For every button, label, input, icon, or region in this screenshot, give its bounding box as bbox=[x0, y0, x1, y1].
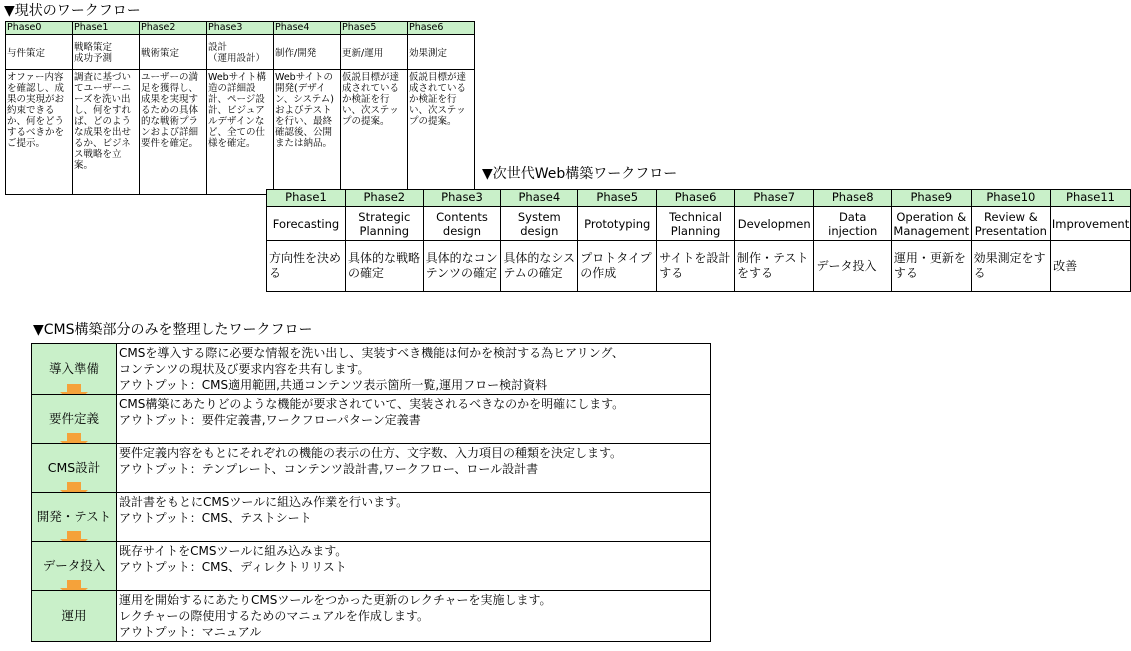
phase-name-line: 戦術策定 bbox=[141, 47, 180, 59]
step-row bbox=[32, 444, 711, 493]
step-body-line: コンテンツの現状及び要求内容を共有します。 bbox=[119, 362, 370, 376]
step-name-cell bbox=[32, 591, 117, 642]
phase-desc-cell: サイトを設計する bbox=[657, 241, 735, 292]
step-row bbox=[32, 591, 711, 642]
phase-name-cell: Review & Presentation bbox=[971, 207, 1050, 241]
next-gen-workflow-table bbox=[266, 189, 1131, 292]
down-arrow-icon bbox=[60, 531, 88, 542]
phase-desc-cell: 調査に基づいてユーザーニーズを洗い出し、何をすれば、どのような成果を出せるか、ビジネス戦略を立案。 bbox=[73, 70, 140, 195]
step-name: 導入準備 bbox=[48, 361, 99, 376]
phase-label-cell: Phase4 bbox=[501, 190, 578, 207]
phase-desc-cell: 制作・テストをする bbox=[734, 241, 813, 292]
phase-name-line: 制作/開発 bbox=[275, 47, 317, 59]
phase-desc-row bbox=[267, 241, 1131, 292]
phase-label-cell: Phase6 bbox=[657, 190, 735, 207]
phase-label-cell: Phase8 bbox=[814, 190, 891, 207]
phase-desc-cell: データ投入 bbox=[814, 241, 891, 292]
cms-workflow-table bbox=[31, 343, 711, 642]
step-name-cell bbox=[32, 395, 117, 444]
down-arrow-icon bbox=[60, 384, 88, 395]
heading-current-workflow: ▼現状のワークフロー bbox=[4, 3, 141, 19]
heading-next-gen-workflow: ▼次世代Web構築ワークフロー bbox=[482, 166, 678, 182]
step-body-cell bbox=[117, 591, 711, 642]
step-name: 開発・テスト bbox=[36, 509, 112, 524]
phase-name-line: （運用設計） bbox=[208, 53, 266, 64]
phase-desc-cell: 方向性を決める bbox=[267, 241, 346, 292]
phase-desc-cell: 効果測定をする bbox=[971, 241, 1050, 292]
phase-desc-cell: 具体的なシステムの確定 bbox=[501, 241, 578, 292]
phase-name-line: 効果測定 bbox=[409, 47, 448, 59]
step-name-cell bbox=[32, 344, 117, 395]
current-workflow-table bbox=[5, 21, 475, 195]
phase-name-row bbox=[6, 35, 475, 70]
phase-label-cell: Phase0 bbox=[6, 22, 73, 35]
phase-name-cell: System design bbox=[501, 207, 578, 241]
step-body-line: アウトプット：要件定義書,ワークフローパターン定義書 bbox=[119, 413, 421, 427]
phase-label-cell: Phase7 bbox=[734, 190, 813, 207]
phase-name-cell bbox=[408, 35, 475, 70]
down-arrow-icon bbox=[60, 433, 88, 444]
phase-name-cell: Improvement bbox=[1051, 207, 1131, 241]
phase-desc-cell: 運用・更新をする bbox=[891, 241, 971, 292]
step-body-line: アウトプット：CMS、テストシート bbox=[119, 511, 312, 525]
phase-desc-cell: Webサイト構造の詳細設計、ページ設計、ビジュアルデザインなど、全ての仕様を確定。 bbox=[207, 70, 274, 195]
phase-label-cell: Phase2 bbox=[345, 190, 423, 207]
phase-name-cell: Developmen bbox=[734, 207, 813, 241]
phase-label-cell: Phase5 bbox=[341, 22, 408, 35]
step-row bbox=[32, 395, 711, 444]
phase-label-cell: Phase3 bbox=[207, 22, 274, 35]
phase-desc-cell: オファー内容を確認し、成果の実現がお約束できるか、何をどうするべきかをご提示。 bbox=[6, 70, 73, 195]
step-body-line: 要件定義内容をもとにそれぞれの機能の表示の仕方、文字数、入力項目の種類を決定します。 bbox=[119, 446, 623, 460]
phase-header-row bbox=[267, 190, 1131, 207]
phase-name-line: 戦略策定 bbox=[74, 42, 113, 53]
step-body-cell bbox=[117, 493, 711, 542]
step-body-line: アウトプット：CMS、ディレクトリリスト bbox=[119, 560, 347, 574]
heading-cms-workflow: ▼CMS構築部分のみを整理したワークフロー bbox=[33, 322, 313, 338]
step-body-line: アウトプット：マニュアル bbox=[119, 625, 262, 639]
phase-name-cell: Forecasting bbox=[267, 207, 346, 241]
phase-desc-row bbox=[6, 70, 475, 195]
phase-label-cell: Phase3 bbox=[423, 190, 501, 207]
phase-label-cell: Phase11 bbox=[1051, 190, 1131, 207]
step-row bbox=[32, 344, 711, 395]
phase-name-cell bbox=[6, 35, 73, 70]
phase-label-cell: Phase9 bbox=[891, 190, 971, 207]
step-name: 運用 bbox=[61, 608, 87, 623]
step-name-cell bbox=[32, 542, 117, 591]
phase-name-line: 更新/運用 bbox=[342, 47, 384, 59]
phase-desc-cell: 仮説目標が達成されているか検証を行い、次ステップの提案。 bbox=[341, 70, 408, 195]
phase-desc-cell: プロトタイプの作成 bbox=[578, 241, 657, 292]
step-body-line: CMS構築にあたりどのような機能が要求されていて、実装されるべきなのかを明確にします。 bbox=[119, 397, 625, 411]
phase-label-cell: Phase1 bbox=[73, 22, 140, 35]
phase-label-cell: Phase10 bbox=[971, 190, 1050, 207]
phase-name-line: 成功予測 bbox=[74, 53, 113, 64]
step-row bbox=[32, 542, 711, 591]
phase-label-cell: Phase4 bbox=[274, 22, 341, 35]
down-arrow-icon bbox=[60, 482, 88, 493]
step-name: CMS設計 bbox=[47, 460, 101, 475]
phase-desc-cell: 改善 bbox=[1051, 241, 1131, 292]
phase-header-row bbox=[6, 22, 475, 35]
phase-name-cell bbox=[207, 35, 274, 70]
step-row bbox=[32, 493, 711, 542]
step-body-cell bbox=[117, 444, 711, 493]
phase-name-cell: Strategic Planning bbox=[345, 207, 423, 241]
phase-desc-cell: 具体的なコンテンツの確定 bbox=[423, 241, 501, 292]
step-body-line: 運用を開始するにあたりCMSツールをつかった更新のレクチャーを実施します。 bbox=[119, 593, 552, 607]
phase-name-cell bbox=[73, 35, 140, 70]
phase-name-cell bbox=[140, 35, 207, 70]
step-name-cell bbox=[32, 444, 117, 493]
step-body-line: CMSを導入する際に必要な情報を洗い出し、実装すべき機能は何かを検討する為ヒアリング、 bbox=[119, 346, 624, 360]
step-body-line: 既存サイトをCMSツールに組み込みます。 bbox=[119, 544, 348, 558]
phase-name-cell bbox=[341, 35, 408, 70]
step-body-line: 設計書をもとにCMSツールに組込み作業を行います。 bbox=[119, 495, 409, 509]
phase-name-cell: Contents design bbox=[423, 207, 501, 241]
step-name: データ投入 bbox=[42, 558, 106, 573]
phase-name-line: 与件策定 bbox=[7, 47, 46, 59]
phase-name-cell bbox=[274, 35, 341, 70]
phase-name-cell: Prototyping bbox=[578, 207, 657, 241]
phase-desc-cell: 具体的な戦略の確定 bbox=[345, 241, 423, 292]
phase-label-cell: Phase1 bbox=[267, 190, 346, 207]
phase-name-cell: Data injection bbox=[814, 207, 891, 241]
step-body-cell bbox=[117, 344, 711, 395]
step-body-cell bbox=[117, 395, 711, 444]
step-body-line: アウトプット：CMS適用範囲,共通コンテンツ表示箇所一覧,運用フロー検討資料 bbox=[119, 378, 548, 392]
phase-desc-cell: ユーザーの満足を獲得し、成果を実現するための具体的な戦術プランおよび詳細要件を確定。 bbox=[140, 70, 207, 195]
step-body-line: レクチャーの際使用するためのマニュアルを作成します。 bbox=[119, 609, 429, 623]
phase-name-line: 設計 bbox=[208, 42, 228, 53]
step-body-cell bbox=[117, 542, 711, 591]
phase-desc-cell: 仮説目標が達成されているか検証を行い、次ステップの提案。 bbox=[408, 70, 475, 195]
down-arrow-icon bbox=[60, 580, 88, 591]
phase-label-cell: Phase6 bbox=[408, 22, 475, 35]
phase-name-cell: Technical Planning bbox=[657, 207, 735, 241]
step-body-line: アウトプット：テンプレート、コンテンツ設計書,ワークフロー、ロール設計書 bbox=[119, 462, 539, 476]
phase-name-row bbox=[267, 207, 1131, 241]
phase-label-cell: Phase5 bbox=[578, 190, 657, 207]
phase-name-cell: Operation & Management bbox=[891, 207, 971, 241]
phase-label-cell: Phase2 bbox=[140, 22, 207, 35]
phase-desc-cell: Webサイトの開発(デザイン、システム)およびテストを行い、最終確認後、公開または納品。 bbox=[274, 70, 341, 195]
step-name: 要件定義 bbox=[48, 411, 99, 426]
step-name-cell bbox=[32, 493, 117, 542]
